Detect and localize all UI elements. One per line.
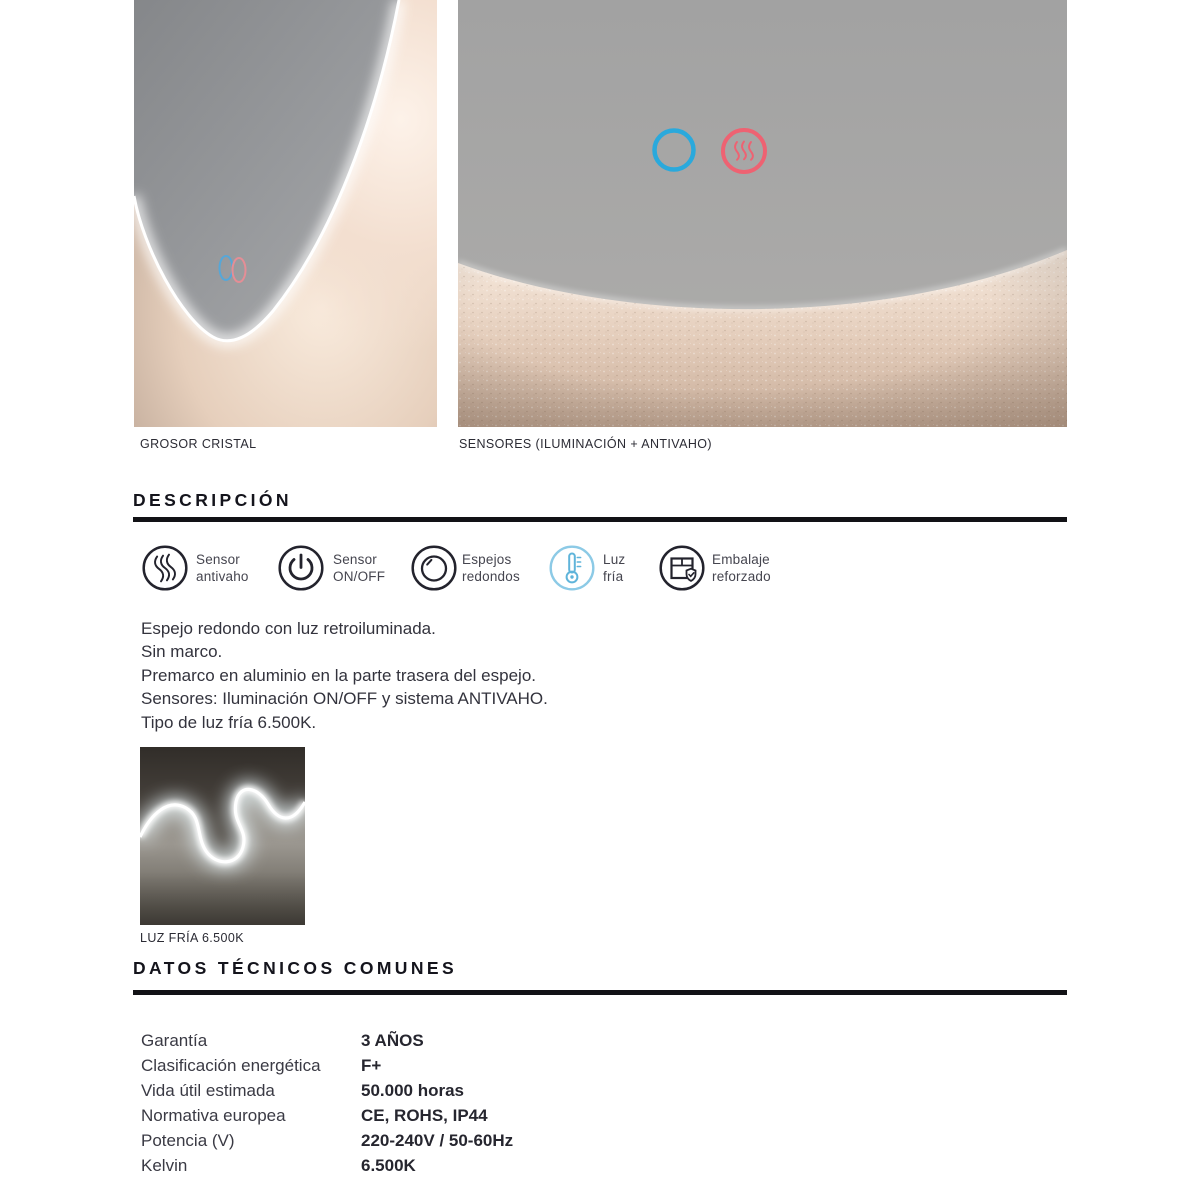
description-line: Tipo de luz fría 6.500K.	[141, 712, 317, 732]
description-divider	[133, 517, 1067, 522]
right-photo-caption: SENSORES (ILUMINACIÓN + ANTIVAHO)	[459, 437, 712, 451]
tech-value: 50.000 horas	[361, 1081, 465, 1100]
mirror-edge-backlit-photo	[134, 0, 437, 427]
description-line: Espejo redondo con luz retroiluminada.	[141, 619, 436, 638]
led-wave-illustration	[140, 747, 305, 925]
feature-label-power: Sensor ON/OFF	[333, 552, 386, 584]
cold-light-icon	[548, 544, 596, 592]
tech-label: Garantía	[141, 1031, 208, 1050]
mirror-sensors-illustration	[458, 0, 1067, 427]
tech-label: Clasificación energética	[141, 1056, 321, 1075]
tech-label: Normativa europea	[141, 1106, 286, 1125]
table-row	[141, 1031, 941, 1056]
mirror-edge-illustration	[134, 0, 437, 427]
feature-label-packaging: Embalaje reforzado	[712, 552, 771, 584]
technical-heading: DATOS TÉCNICOS COMUNES	[133, 958, 458, 978]
tech-label: Potencia (V)	[141, 1131, 235, 1150]
reinforced-packaging-icon	[658, 544, 706, 592]
feature-label-round-mirrors: Espejos redondos	[462, 552, 520, 584]
feature-label-cold-light: Luz fría	[603, 552, 626, 584]
led-photo-caption: LUZ FRÍA 6.500K	[140, 931, 244, 945]
table-row	[141, 1106, 941, 1131]
power-sensor-icon	[277, 544, 325, 592]
left-photo-caption: GROSOR CRISTAL	[140, 437, 257, 451]
description-line: Sensores: Iluminación ON/OFF y sistema ANTIVAHO.	[141, 689, 548, 709]
cold-light-detail-photo	[140, 747, 305, 925]
description-text	[141, 617, 548, 734]
tech-label: Kelvin	[141, 1156, 188, 1175]
description-heading: DESCRIPCIÓN	[133, 490, 292, 510]
tech-value: CE, ROHS, IP44	[361, 1106, 488, 1125]
table-row	[141, 1131, 941, 1156]
antifog-sensor-icon	[141, 544, 189, 592]
mirror-sensors-photo	[458, 0, 1067, 427]
round-mirror-icon	[410, 544, 458, 592]
table-row	[141, 1156, 941, 1181]
feature-label-antifog: Sensor antivaho	[196, 552, 249, 584]
tech-value: F+	[361, 1056, 382, 1075]
description-line: Premarco en aluminio en la parte trasera del espejo.	[141, 665, 536, 685]
tech-label: Vida útil estimada	[141, 1081, 275, 1100]
tech-value: 220-240V / 50-60Hz	[361, 1131, 514, 1150]
description-line: Sin marco.	[141, 642, 223, 662]
table-row	[141, 1081, 941, 1106]
tech-value: 3 AÑOS	[361, 1031, 424, 1050]
technical-divider	[133, 990, 1067, 995]
table-row	[141, 1056, 941, 1081]
tech-value: 6.500K	[361, 1156, 416, 1175]
